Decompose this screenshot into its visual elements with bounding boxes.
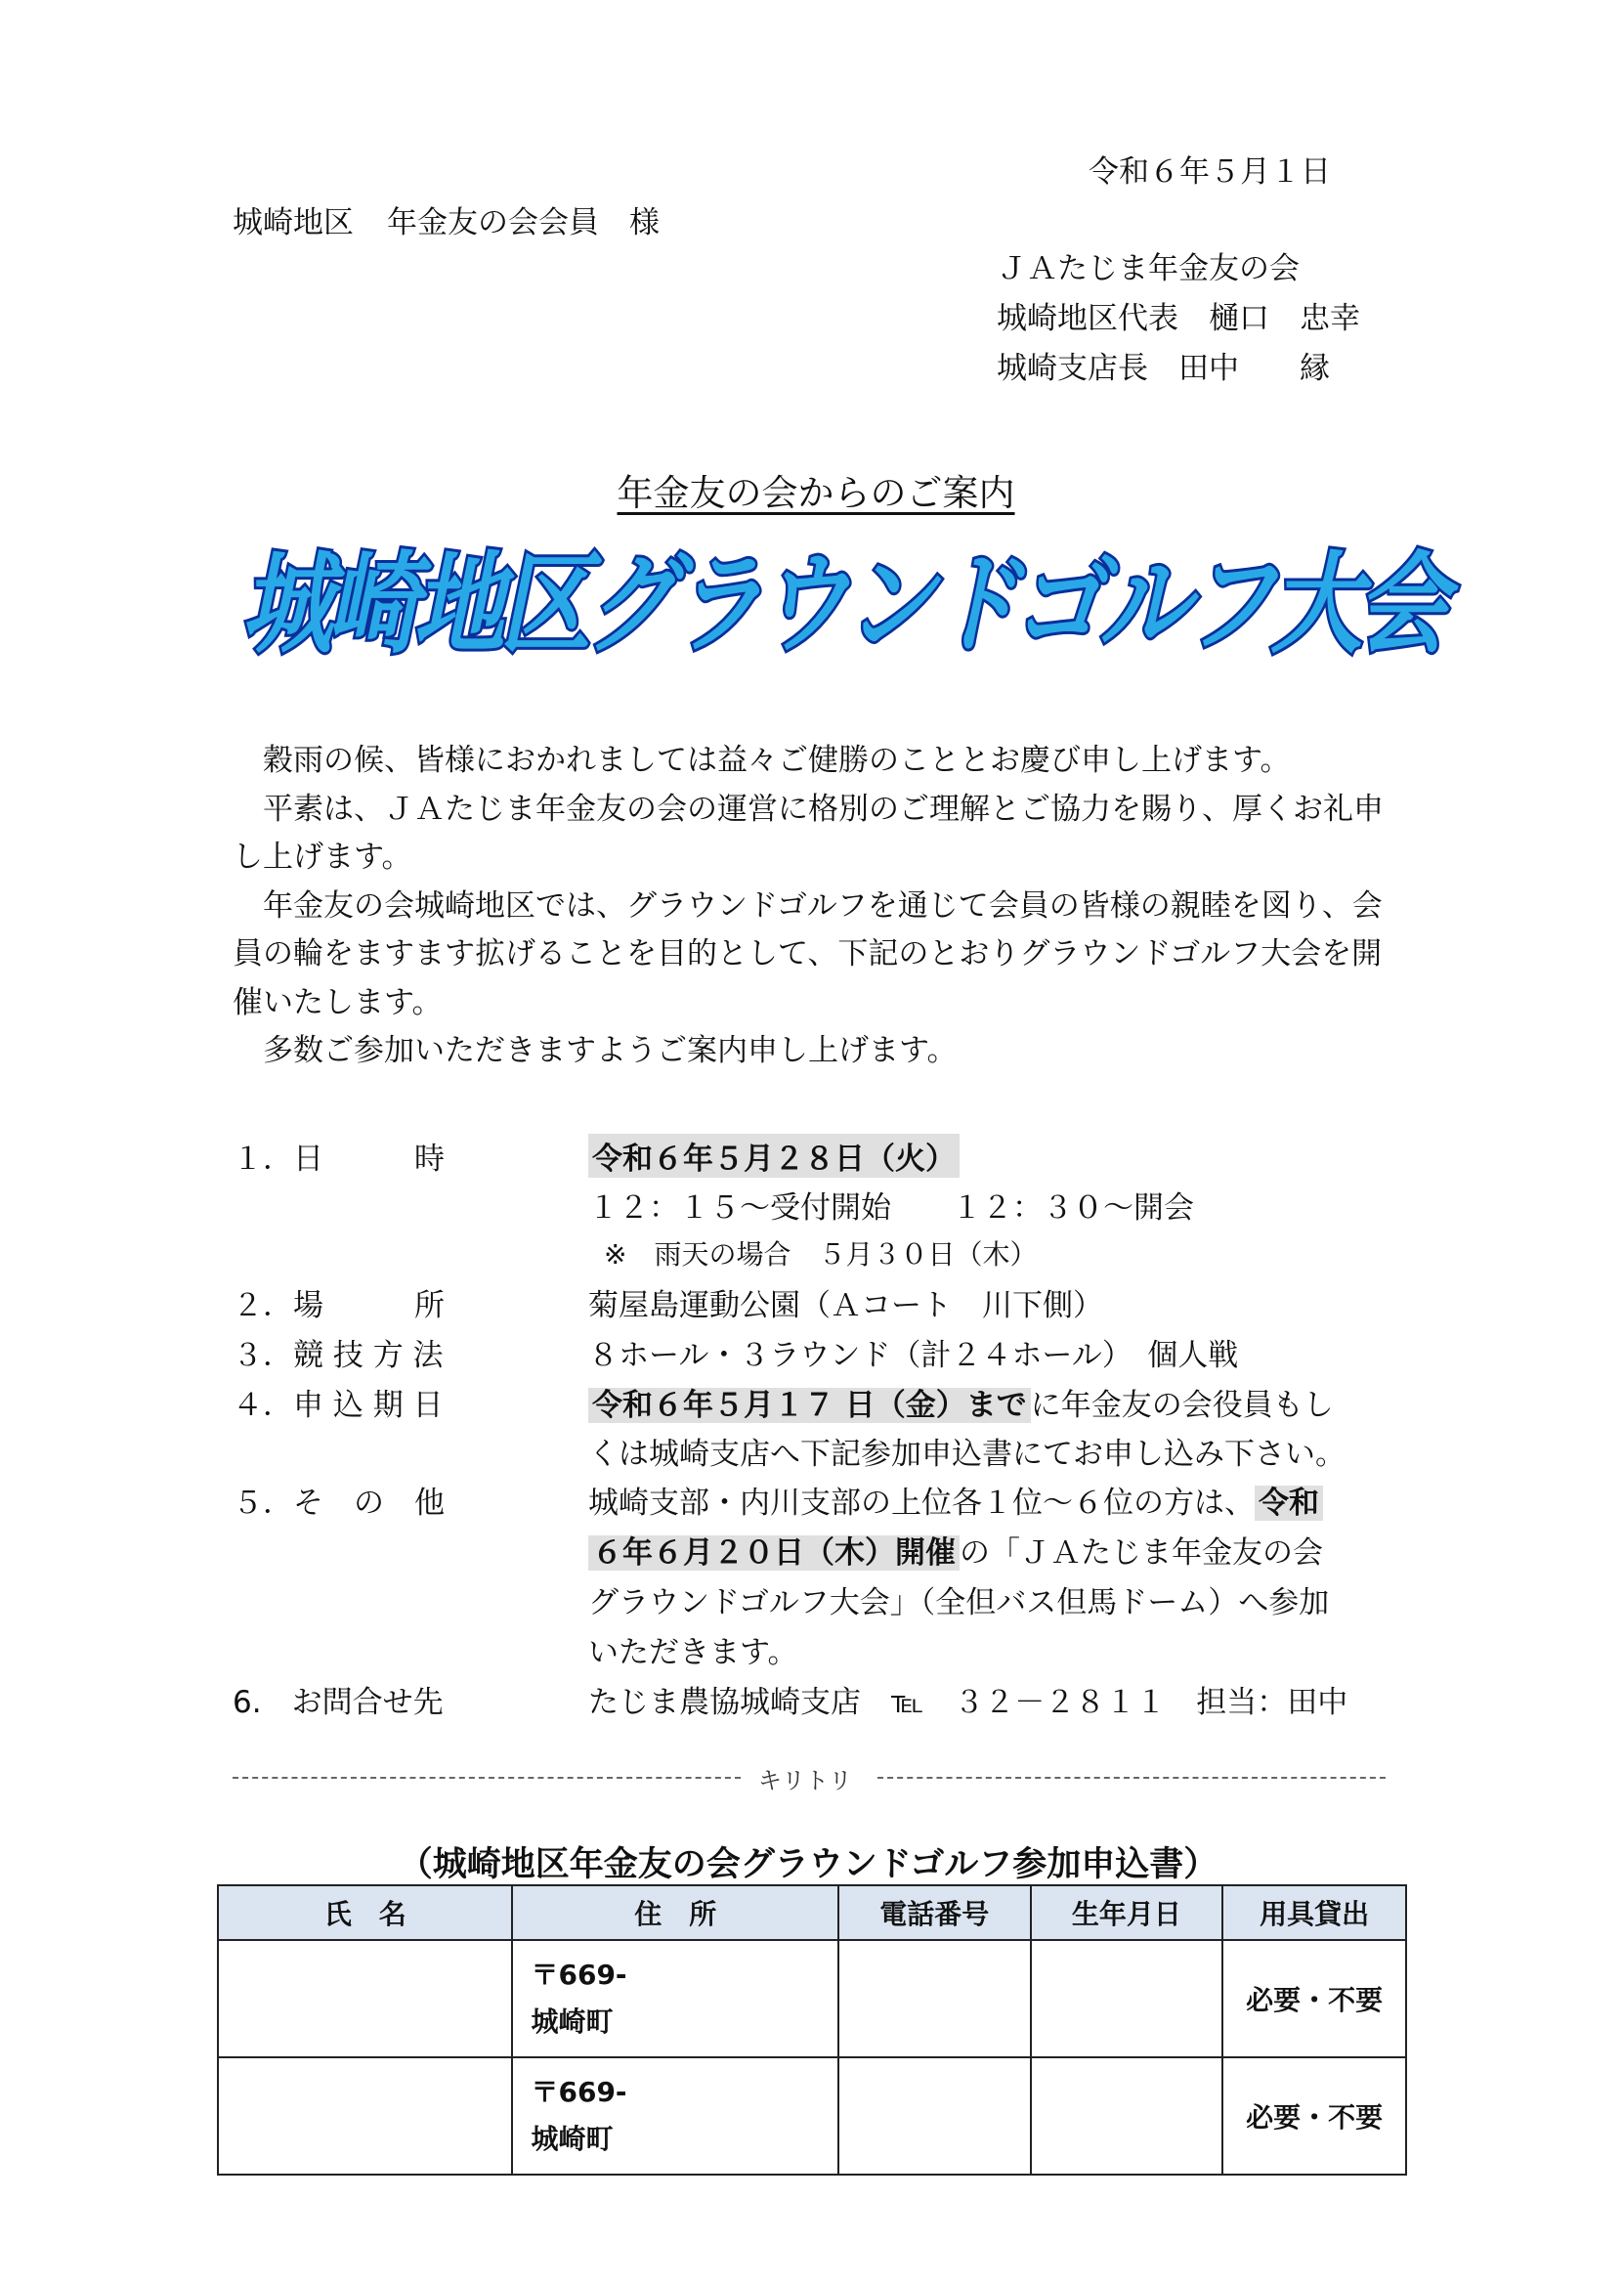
detail-label: ２．場 所 [233, 1288, 445, 1323]
column-header-address: 住 所 [512, 1885, 837, 1940]
sender-representative: 城崎地区代表 樋口 忠幸 [997, 301, 1360, 336]
postal-code: 〒669- [531, 2076, 627, 2108]
detail-value: 菊屋島運動公園（Ａコート 川下側） [588, 1288, 1103, 1323]
detail-value: 令和６年５月１７ 日（金）まで に年金友の会役員もし [588, 1380, 1334, 1424]
form-title: （城崎地区年金友の会グラウンドゴルフ参加申込書） [398, 1845, 1218, 1884]
detail-value: １２：１５～受付開始 １２：３０～開会 [588, 1190, 1194, 1226]
birthdate-cell[interactable] [1031, 1940, 1223, 2057]
detail-value: たじま農協城崎支店 ℡ ３２－２８１１ 担当：田中 [588, 1685, 1348, 1720]
table-header-row [218, 1885, 1406, 1940]
sender-block [997, 244, 1360, 394]
banner-text: 城崎地区グラウンドゴルフ大会 [241, 541, 1459, 669]
column-header-rental: 用具貸出 [1222, 1885, 1406, 1940]
paragraph: 年金友の会城崎地区では、グラウンドゴルフを通じて会員の皆様の親睦を図り、会員の輪をますます拡げることを目的として、下記のとおりグラウンドゴルフ大会を開催いたします。 [233, 887, 1383, 1020]
document-date: 令和６年５月１日 [1089, 154, 1331, 190]
subtitle: 年金友の会からのご案内 [617, 472, 1015, 514]
detail-value: グラウンドゴルフ大会」（全但バス但馬ドーム）へ参加 [588, 1585, 1330, 1620]
cut-label: キリトリ [758, 1767, 852, 1794]
name-cell[interactable] [218, 2057, 512, 2175]
addressee-member: 年金友の会会員 様 [387, 205, 660, 240]
town-name: 城崎町 [531, 2006, 614, 2038]
table-row [218, 1940, 1406, 2057]
address-cell[interactable] [512, 2057, 837, 2175]
column-header-phone: 電話番号 [838, 1885, 1031, 1940]
phone-cell[interactable] [838, 2057, 1031, 2175]
detail-value: くは城崎支店へ下記参加申込書にてお申し込み下さい。 [588, 1437, 1346, 1472]
birthdate-cell[interactable] [1031, 2057, 1223, 2175]
detail-label: 6. お問合せ先 [233, 1685, 444, 1720]
detail-value: ６年６月２０日（木）開催 の「ＪＡたじま年金友の会 [588, 1528, 1323, 1572]
greeting-body [233, 737, 1397, 1076]
detail-label: １．日 時 [233, 1142, 445, 1177]
detail-value: ※ 雨天の場合 ５月３０日（木） [604, 1238, 1038, 1271]
postal-code: 〒669- [531, 1959, 627, 1991]
town-name: 城崎町 [531, 2123, 614, 2155]
detail-value: 令和６年５月２８日（火） [588, 1134, 960, 1178]
detail-label: ３．競 技 方 法 [233, 1338, 444, 1373]
detail-value: 城崎支部・内川支部の上位各１位～６位の方は、 令和 [588, 1478, 1323, 1522]
paragraph: 平素は、ＪＡたじま年金友の会の運営に格別のご理解とご協力を賜り、厚くお礼申し上げます。 [233, 791, 1384, 875]
phone-cell[interactable] [838, 1940, 1031, 2057]
addressee [233, 197, 660, 241]
rental-cell[interactable]: 必要・不要 [1222, 2057, 1406, 2175]
paragraph: 多数ご参加いただきますようご案内申し上げます。 [263, 1033, 958, 1068]
detail-label: ５．そ の 他 [233, 1486, 445, 1521]
dashed-line [233, 1777, 741, 1779]
address-cell[interactable] [512, 1940, 837, 2057]
detail-label: ４．申 込 期 日 [233, 1388, 444, 1423]
cut-line [233, 1767, 1386, 1794]
table-row [218, 2057, 1406, 2175]
application-form-table [217, 1884, 1407, 2176]
addressee-area: 城崎地区 [233, 205, 354, 240]
column-header-name: 氏 名 [218, 1885, 512, 1940]
dashed-line [877, 1777, 1386, 1779]
column-header-birthdate: 生年月日 [1031, 1885, 1223, 1940]
sender-org: ＪＡたじま年金友の会 [997, 251, 1300, 286]
rental-cell[interactable]: 必要・不要 [1222, 1940, 1406, 2057]
detail-value: ８ホール・３ラウンド（計２４ホール） 個人戦 [588, 1338, 1239, 1373]
event-banner-title [232, 533, 1459, 679]
sender-branch-manager: 城崎支店長 田中 縁 [997, 351, 1330, 386]
detail-value: いただきます。 [588, 1635, 798, 1670]
paragraph: 穀雨の候、皆様におかれましては益々ご健勝のこととお慶び申し上げます。 [263, 743, 1291, 778]
name-cell[interactable] [218, 1940, 512, 2057]
